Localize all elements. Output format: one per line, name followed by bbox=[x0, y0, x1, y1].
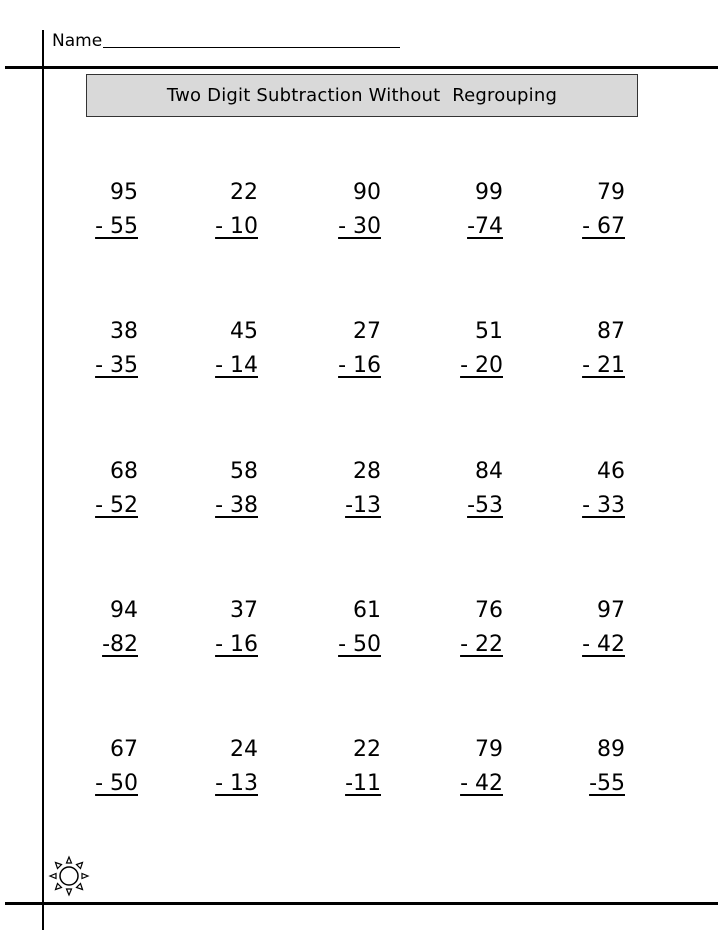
subtrahend: - 38 bbox=[215, 493, 258, 518]
subtrahend: -53 bbox=[467, 493, 503, 518]
minuend: 79 bbox=[475, 737, 503, 762]
subtraction-problem bbox=[178, 315, 258, 385]
subtrahend: - 16 bbox=[215, 632, 258, 657]
minuend: 27 bbox=[353, 319, 381, 344]
minuend: 37 bbox=[230, 598, 258, 623]
minuend: 95 bbox=[110, 180, 138, 205]
subtrahend: - 42 bbox=[582, 632, 625, 657]
minuend: 79 bbox=[597, 180, 625, 205]
subtraction-problem bbox=[423, 315, 503, 385]
subtraction-problem bbox=[423, 594, 503, 664]
subtrahend: - 50 bbox=[338, 632, 381, 657]
subtraction-problem bbox=[423, 176, 503, 246]
minuend: 38 bbox=[110, 319, 138, 344]
subtraction-problem bbox=[545, 176, 625, 246]
minuend: 87 bbox=[597, 319, 625, 344]
subtrahend: - 50 bbox=[95, 771, 138, 796]
minuend: 58 bbox=[230, 459, 258, 484]
minuend: 22 bbox=[353, 737, 381, 762]
subtraction-problem bbox=[178, 594, 258, 664]
minuend: 90 bbox=[353, 180, 381, 205]
subtrahend: - 20 bbox=[460, 353, 503, 378]
subtrahend: - 30 bbox=[338, 214, 381, 239]
subtrahend: - 55 bbox=[95, 214, 138, 239]
subtrahend: - 22 bbox=[460, 632, 503, 657]
subtraction-problem bbox=[545, 455, 625, 525]
minuend: 24 bbox=[230, 737, 258, 762]
subtrahend: - 52 bbox=[95, 493, 138, 518]
subtraction-problem bbox=[545, 594, 625, 664]
subtraction-problem bbox=[301, 176, 381, 246]
minuend: 94 bbox=[110, 598, 138, 623]
minuend: 68 bbox=[110, 459, 138, 484]
subtraction-problem bbox=[58, 455, 138, 525]
minuend: 46 bbox=[597, 459, 625, 484]
subtrahend: - 33 bbox=[582, 493, 625, 518]
subtraction-problem bbox=[58, 315, 138, 385]
minuend: 61 bbox=[353, 598, 381, 623]
subtrahend: - 21 bbox=[582, 353, 625, 378]
subtraction-problem bbox=[301, 315, 381, 385]
subtraction-problem bbox=[58, 733, 138, 803]
minuend: 76 bbox=[475, 598, 503, 623]
subtraction-problem bbox=[301, 594, 381, 664]
name-label: Name bbox=[52, 31, 103, 51]
subtraction-problem bbox=[178, 733, 258, 803]
subtraction-problem bbox=[58, 176, 138, 246]
subtraction-problem bbox=[178, 455, 258, 525]
subtraction-problem bbox=[423, 455, 503, 525]
subtrahend: - 13 bbox=[215, 771, 258, 796]
minuend: 67 bbox=[110, 737, 138, 762]
subtrahend: - 16 bbox=[338, 353, 381, 378]
subtrahend: -55 bbox=[589, 771, 625, 796]
minuend: 99 bbox=[475, 180, 503, 205]
subtraction-problem bbox=[545, 733, 625, 803]
minuend: 97 bbox=[597, 598, 625, 623]
subtraction-problem bbox=[58, 594, 138, 664]
subtraction-problem bbox=[178, 176, 258, 246]
subtraction-problem bbox=[301, 733, 381, 803]
subtraction-problem bbox=[423, 733, 503, 803]
minuend: 45 bbox=[230, 319, 258, 344]
worksheet-title: Two Digit Subtraction Without Regrouping bbox=[166, 85, 558, 106]
minuend: 84 bbox=[475, 459, 503, 484]
subtrahend: - 14 bbox=[215, 353, 258, 378]
subtrahend: -11 bbox=[345, 771, 381, 796]
minuend: 22 bbox=[230, 180, 258, 205]
minuend: 51 bbox=[475, 319, 503, 344]
minuend: 28 bbox=[353, 459, 381, 484]
subtrahend: -82 bbox=[102, 632, 138, 657]
sun-icon bbox=[48, 855, 90, 897]
subtrahend: - 35 bbox=[95, 353, 138, 378]
subtrahend: - 42 bbox=[460, 771, 503, 796]
subtraction-problem bbox=[545, 315, 625, 385]
subtrahend: -13 bbox=[345, 493, 381, 518]
minuend: 89 bbox=[597, 737, 625, 762]
subtraction-problem bbox=[301, 455, 381, 525]
subtrahend: - 67 bbox=[582, 214, 625, 239]
subtrahend: -74 bbox=[467, 214, 503, 239]
subtrahend: - 10 bbox=[215, 214, 258, 239]
